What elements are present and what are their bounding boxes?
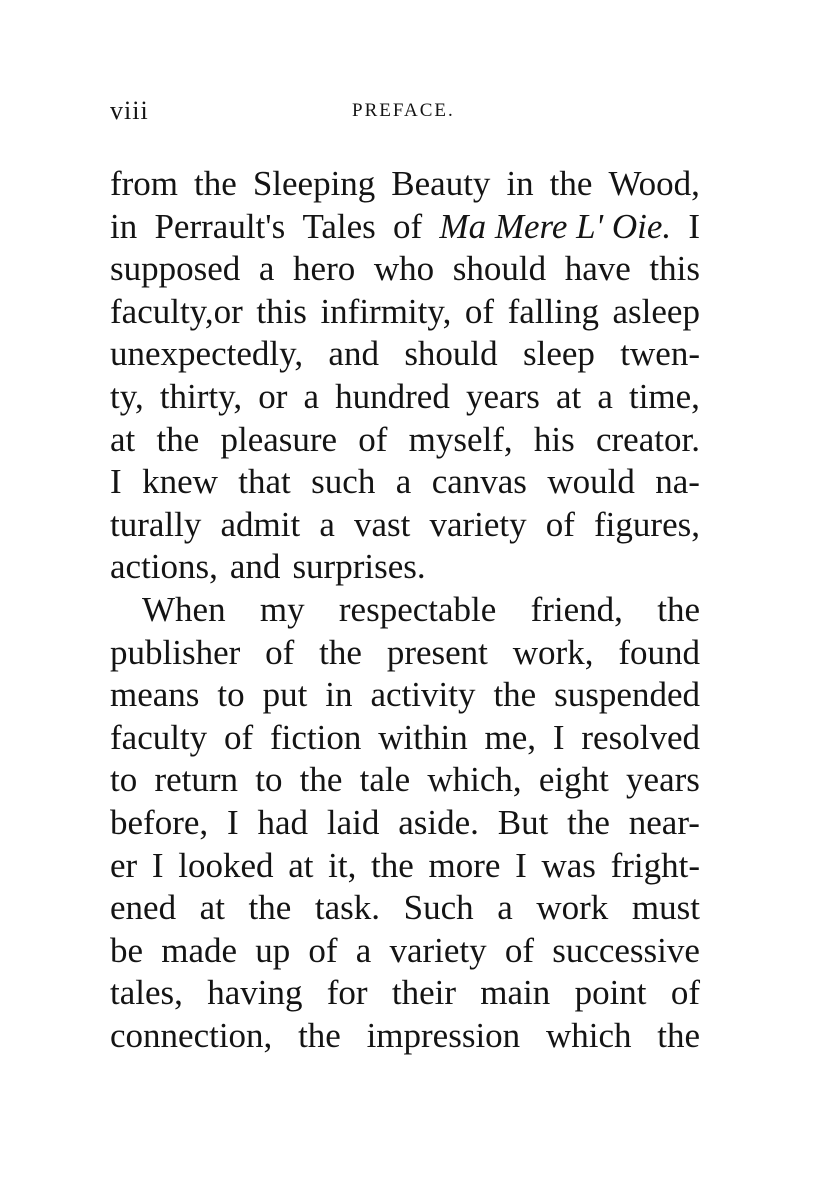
word: put — [262, 675, 308, 715]
word: near- — [628, 802, 700, 842]
word: at — [555, 376, 582, 416]
word: work, — [512, 632, 594, 672]
word: resolved — [581, 717, 700, 757]
text-line — [110, 1015, 700, 1058]
word: their — [391, 973, 456, 1013]
text-line — [110, 461, 700, 504]
word: Such — [403, 888, 474, 928]
word: variety — [389, 930, 487, 970]
text-line — [110, 887, 700, 930]
word: the — [299, 760, 343, 800]
body-text — [110, 163, 700, 1057]
text-line — [110, 291, 700, 334]
word: must — [631, 888, 700, 928]
word: hero — [293, 249, 356, 289]
text-line — [110, 717, 700, 760]
word: of — [670, 973, 700, 1013]
word: creator. — [595, 419, 700, 459]
word: pleasure — [220, 419, 338, 459]
word: the — [248, 888, 292, 928]
word: ened — [110, 888, 177, 928]
word: the — [298, 1015, 341, 1055]
word: years — [465, 376, 540, 416]
word: of — [358, 419, 388, 459]
word: publisher — [110, 632, 241, 672]
word: to — [110, 760, 138, 800]
word: When — [142, 589, 226, 629]
word: which — [545, 1015, 632, 1055]
text-line — [110, 759, 700, 802]
word: at — [288, 845, 314, 885]
word: of — [504, 930, 535, 970]
word: main — [480, 973, 551, 1013]
word: Sleeping — [252, 164, 376, 203]
word: work — [536, 888, 609, 928]
word: I — [110, 462, 122, 502]
word: But — [497, 802, 549, 842]
word: within — [378, 717, 468, 757]
word: knew — [142, 462, 218, 502]
word: the — [657, 589, 700, 629]
word: had — [257, 802, 309, 842]
word: I — [226, 802, 239, 842]
word: Beauty — [391, 164, 491, 203]
text-line — [110, 163, 700, 206]
word: my — [259, 589, 305, 629]
word: from — [110, 164, 179, 203]
word: the — [567, 802, 610, 842]
word: Ma Mere L' Oie. — [439, 206, 672, 246]
word: the — [194, 164, 237, 203]
word: faculty — [110, 717, 208, 757]
word: infirmity, — [320, 291, 452, 331]
text-line — [110, 504, 700, 547]
word: the — [493, 675, 537, 715]
word: up — [255, 930, 291, 970]
word: means — [110, 675, 200, 715]
word: actions, — [110, 547, 218, 587]
running-head-title: PREFACE. — [352, 100, 455, 121]
word: suspended — [554, 675, 700, 715]
text-line — [110, 972, 700, 1015]
word: falling — [507, 291, 599, 331]
word: have — [564, 249, 631, 289]
word: Tales — [302, 206, 376, 246]
word: the — [156, 419, 200, 459]
word: successive — [552, 930, 700, 970]
text-line — [110, 845, 700, 888]
text-line — [110, 930, 700, 973]
word: of — [464, 291, 495, 331]
word: a — [319, 504, 335, 544]
word: I — [688, 206, 700, 246]
word: activity — [370, 675, 476, 715]
text-line — [110, 248, 700, 291]
word: of — [393, 206, 423, 246]
word: in — [325, 675, 353, 715]
word: be — [110, 930, 144, 970]
word: return — [154, 760, 239, 800]
word: which, — [427, 760, 522, 800]
word: would — [547, 462, 635, 502]
word: of — [224, 717, 254, 757]
word: unexpectedly, — [110, 334, 304, 374]
word: and — [229, 547, 281, 587]
word: hundred — [335, 376, 450, 416]
word: to — [255, 760, 283, 800]
word: this — [649, 249, 700, 289]
word: tales, — [110, 973, 183, 1013]
word: of — [308, 930, 338, 970]
text-line — [110, 419, 700, 462]
word: fiction — [270, 717, 362, 757]
word: friend, — [530, 589, 623, 629]
word: a — [258, 249, 275, 289]
word: fright- — [610, 845, 700, 885]
word: and — [328, 334, 379, 374]
word: a — [355, 930, 372, 970]
word: at — [199, 888, 225, 928]
word: a — [395, 462, 412, 502]
word: ty, — [110, 376, 144, 416]
word: twen- — [620, 334, 700, 374]
word: should — [404, 334, 498, 374]
word: connection, — [110, 1015, 273, 1055]
word: looked — [178, 845, 274, 885]
word: his — [533, 419, 575, 459]
word: made — [161, 930, 238, 970]
word: the — [319, 632, 362, 672]
text-line — [110, 376, 700, 419]
word: respectable — [338, 589, 497, 629]
word: Wood, — [608, 164, 700, 203]
word: in — [506, 164, 534, 203]
word: I — [151, 845, 164, 885]
text-line — [110, 802, 700, 845]
word: this — [256, 291, 307, 331]
word: figures, — [594, 504, 700, 544]
word: na- — [655, 462, 700, 502]
word: a — [303, 376, 320, 416]
word: canvas — [431, 462, 527, 502]
word: er — [110, 845, 138, 885]
word: turally — [110, 504, 202, 544]
word: vast — [353, 504, 411, 544]
word: variety — [429, 504, 527, 544]
running-head — [110, 96, 710, 130]
word: years — [626, 760, 700, 800]
word: asleep — [612, 291, 700, 331]
word: it, — [328, 845, 357, 885]
word: of — [265, 632, 295, 672]
word: should — [452, 249, 547, 289]
text-line — [110, 632, 700, 675]
word: I — [515, 845, 527, 885]
word: aside. — [398, 802, 479, 842]
word: found — [618, 632, 700, 672]
word: me, — [484, 717, 537, 757]
word: a — [597, 376, 613, 416]
word: that — [238, 462, 291, 502]
word: I — [552, 717, 565, 757]
paragraph — [110, 163, 700, 589]
word: supposed — [110, 249, 241, 289]
text-line — [110, 674, 700, 717]
word: time, — [628, 376, 700, 416]
word: having — [207, 973, 303, 1013]
word: who — [373, 249, 435, 289]
word: task. — [314, 888, 381, 928]
word: present — [386, 632, 488, 672]
word: tale — [359, 760, 411, 800]
word: eight — [538, 760, 609, 800]
word: Perrault's — [154, 206, 286, 246]
word: was — [541, 845, 596, 885]
word: more — [428, 845, 501, 885]
word: faculty,or — [110, 291, 243, 331]
word: laid — [326, 802, 380, 842]
word: or — [258, 376, 288, 416]
page-number: viii — [110, 96, 149, 125]
word: myself, — [408, 419, 513, 459]
word: the — [549, 164, 593, 203]
word: for — [326, 973, 368, 1013]
paragraph — [110, 589, 700, 1058]
text-line — [110, 206, 700, 249]
word: impression — [366, 1015, 521, 1055]
word: sleep — [523, 334, 595, 374]
word: thirty, — [159, 376, 243, 416]
word: the — [371, 845, 414, 885]
word: a — [497, 888, 513, 928]
text-line — [110, 546, 700, 589]
word: before, — [110, 802, 209, 842]
text-line — [110, 589, 700, 632]
word: to — [217, 675, 245, 715]
word: at — [110, 419, 136, 459]
word: admit — [220, 504, 301, 544]
word: of — [545, 504, 575, 544]
text-line — [110, 333, 700, 376]
word: the — [657, 1015, 700, 1055]
word: point — [574, 973, 647, 1013]
word: such — [311, 462, 376, 502]
word: in — [110, 206, 138, 246]
word: surprises. — [292, 547, 426, 587]
